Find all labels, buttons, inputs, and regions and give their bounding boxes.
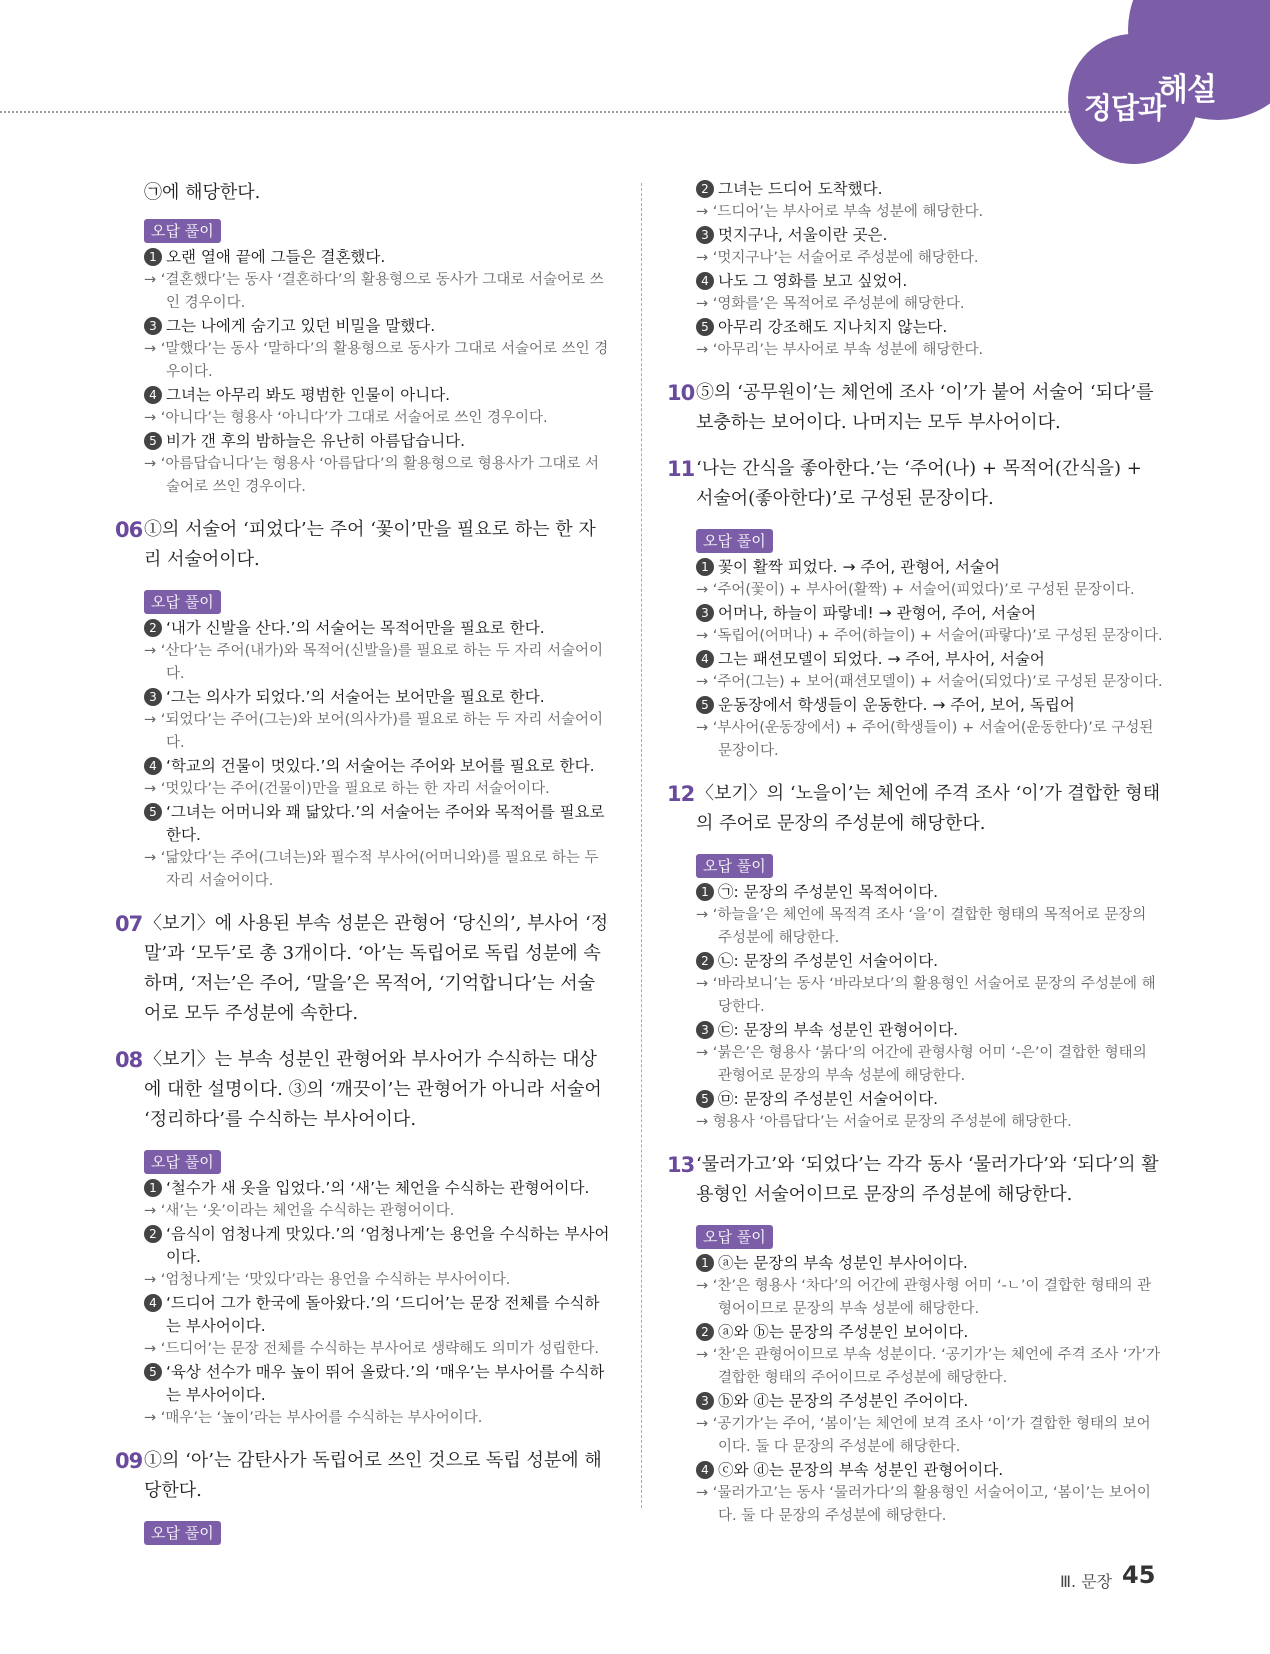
wrong-answer-choice [696,316,1164,339]
choice-explanation: → ‘부사어(운동장에서) + 주어(학생들이) + 서술어(운동한다)’로 구성된 문장이다. [696,720,1154,759]
question-09 [115,1446,612,1506]
header-label-explanation: 해설 [1158,72,1216,108]
choice-explanation: → ‘주어(꽃이) + 부사어(활짝) + 서술어(피었다)’로 구성된 문장이다. [696,582,1135,598]
choice-text: ㉤: 문장의 주성분인 서술어이다. [718,1090,939,1108]
choice-number-badge: 5 [144,803,162,821]
choice-number-badge: 2 [144,1225,162,1243]
choice-explanation: → ‘영화를’은 목적어로 주성분에 해당한다. [696,296,965,312]
choice-number-badge: 3 [144,317,162,335]
choice-text: ‘드디어 그가 한국에 돌아왔다.’의 ‘드디어’는 문장 전체를 수식하는 부사어이다. [166,1294,600,1335]
choice-explanation: → ‘산다’는 주어(내가)와 목적어(신발을)를 필요로 하는 두 자리 서술어이다. [144,643,604,682]
question-06 [115,515,612,575]
choice-number-badge: 5 [144,1363,162,1381]
wrong-answer-choice [144,686,612,709]
choice-text: 운동장에서 학생들이 운동한다. → 주어, 보어, 독립어 [718,696,1075,714]
choice-explanation: → ‘멋있다’는 주어(건물이)만을 필요로 하는 한 자리 서술어이다. [144,781,550,797]
wrong-answer-list [696,1252,1164,1528]
chapter-label: Ⅲ. 문장 [1060,1572,1113,1591]
choice-explanation: → ‘아무리’는 부사어로 부속 성분에 해당한다. [696,342,984,358]
question-07 [115,909,612,1029]
wrong-answer-choice [696,1321,1164,1344]
choice-explanation: → ‘바라보니’는 동사 ‘바라보다’의 활용형인 서술어로 문장의 주성분에 해당한다. [696,976,1156,1015]
choice-text: ‘그녀는 어머니와 꽤 닮았다.’의 서술어는 주어와 목적어를 필요로 한다. [166,803,605,844]
choice-text: ‘음식이 엄청나게 맛있다.’의 ‘엄청나게’는 용언을 수식하는 부사어이다. [166,1225,610,1266]
choice-explanation: → ‘주어(그는) + 보어(패션모델이) + 서술어(되었다)’로 구성된 문장이다. [696,674,1163,690]
choice-explanation: → ‘멋지구나’는 서술어로 주성분에 해당한다. [696,250,979,266]
wrong-answer-choice [696,881,1164,904]
choice-text: 아무리 강조해도 지나치지 않는다. [718,318,948,336]
choice-explanation: → ‘물러가고’는 동사 ‘물러가다’의 활용형인 서술어이고, ‘봄이’는 보어이다. 둘 다 문장의 주성분에 해당한다. [696,1485,1151,1524]
choice-text: ‘철수가 새 옷을 입었다.’의 ‘새’는 체언을 수식하는 관형어이다. [166,1179,590,1197]
choice-number-badge: 5 [696,1090,714,1108]
wrong-answer-choice [696,950,1164,973]
wrong-answer-tag: 오답 풀이 [144,1150,221,1174]
choice-text: ⓐ와 ⓑ는 문장의 주성분인 보어이다. [718,1323,969,1341]
choice-explanation: → ‘찬’은 관형어이므로 부속 성분이다. ‘공기가’는 체언에 주격 조사 ‘가’가 결합한 형태의 주어이므로 주성분에 해당한다. [696,1347,1161,1386]
choice-number-badge: 3 [696,226,714,244]
choice-text: ㉡: 문장의 주성분인 서술어이다. [718,952,939,970]
choice-explanation: → 형용사 ‘아름답다’는 서술어로 문장의 주성분에 해당한다. [696,1114,1072,1130]
wrong-answer-choice [696,648,1164,671]
choice-explanation: → ‘아니다’는 형용사 ‘아니다’가 그대로 서술어로 쓰인 경우이다. [144,410,548,426]
wrong-answer-choice [696,178,1164,201]
question-number: 07 [115,912,143,936]
choice-text: 멋지구나, 서울이란 곳은. [718,226,888,244]
wrong-answer-choice [696,694,1164,717]
wrong-answer-tag: 오답 풀이 [696,1225,773,1249]
choice-number-badge: 4 [696,1461,714,1479]
question-explanation: 〈보기〉의 ‘노을이’는 체언에 주격 조사 ‘이’가 결합한 형태의 주어로 문장의 주성분에 해당한다. [696,783,1161,834]
question-12 [667,779,1164,839]
wrong-answer-choice [696,1252,1164,1275]
choice-number-badge: 4 [144,1294,162,1312]
choice-number-badge: 4 [696,272,714,290]
left-column [115,178,612,1548]
question-13 [667,1150,1164,1210]
question-number: 11 [667,457,695,481]
question-number: 10 [667,381,695,405]
question-number: 13 [667,1153,695,1177]
choice-number-badge: 1 [144,1179,162,1197]
wrong-answer-tag: 오답 풀이 [144,219,221,243]
question-number: 08 [115,1048,143,1072]
question-explanation: ‘물러가고’와 ‘되었다’는 각각 동사 ‘물러가다’와 ‘되다’의 활용형인 서술어이므로 문장의 주성분에 해당한다. [696,1154,1159,1205]
choice-number-badge: 4 [144,757,162,775]
page-number: 45 [1122,1561,1156,1589]
choice-explanation: → ‘매우’는 ‘높이’라는 부사어를 수식하는 부사어이다. [144,1410,483,1426]
wrong-answer-tag: 오답 풀이 [144,590,221,614]
wrong-answer-choice [696,1459,1164,1482]
choice-text: 그는 나에게 숨기고 있던 비밀을 말했다. [166,317,436,335]
question-number: 06 [115,518,143,542]
question-explanation: ⑤의 ‘공무원이’는 체언에 조사 ‘이’가 붙어 서술어 ‘되다’를 보충하는 보어이다. 나머지는 모두 부사어이다. [696,382,1154,433]
choice-text: 그는 패션모델이 되었다. → 주어, 부사어, 서술어 [718,650,1045,668]
choice-number-badge: 4 [696,650,714,668]
choice-explanation: → ‘닮았다’는 주어(그녀는)와 필수적 부사어(어머니와)를 필요로 하는 두 자리 서술어이다. [144,850,599,889]
choice-number-badge: 2 [696,180,714,198]
question-explanation: ①의 ‘아’는 감탄사가 독립어로 쓰인 것으로 독립 성분에 해당한다. [144,1450,602,1501]
choice-number-badge: 1 [696,558,714,576]
wrong-answer-list [144,246,612,499]
wrong-answer-choice [144,755,612,778]
choice-number-badge: 3 [696,604,714,622]
wrong-answer-choice [144,1223,612,1269]
choice-number-badge: 3 [696,1392,714,1410]
wrong-answer-list [696,881,1164,1134]
choice-text: 오랜 열애 끝에 그들은 결혼했다. [166,248,386,266]
header-dotted-rule [0,111,1090,113]
wrong-answer-choice [696,270,1164,293]
right-column [667,178,1164,1528]
choice-text: 꽃이 활짝 피었다. → 주어, 관형어, 서술어 [718,558,1000,576]
choice-text: ⓐ는 문장의 부속 성분인 부사어이다. [718,1254,968,1272]
wrong-answer-list [696,178,1164,362]
choice-text: 그녀는 드디어 도착했다. [718,180,883,198]
wrong-answer-tag: 오답 풀이 [144,1521,221,1545]
choice-number-badge: 3 [144,688,162,706]
choice-number-badge: 1 [696,883,714,901]
choice-explanation: → ‘말했다’는 동사 ‘말하다’의 활용형으로 동사가 그대로 서술어로 쓰인 경우이다. [144,341,609,380]
choice-text: 그녀는 아무리 봐도 평범한 인물이 아니다. [166,386,451,404]
choice-text: 어머나, 하늘이 파랗네! → 관형어, 주어, 서술어 [718,604,1037,622]
wrong-answer-tag: 오답 풀이 [696,854,773,878]
wrong-answer-choice [696,224,1164,247]
choice-text: ‘학교의 건물이 멋있다.’의 서술어는 주어와 보어를 필요로 한다. [166,757,595,775]
choice-number-badge: 5 [696,696,714,714]
column-divider [641,183,642,1508]
choice-explanation: → ‘독립어(어머나) + 주어(하늘이) + 서술어(파랗다)’로 구성된 문장이다. [696,628,1163,644]
choice-text: ⓒ와 ⓓ는 문장의 부속 성분인 관형어이다. [718,1461,1004,1479]
choice-number-badge: 1 [696,1254,714,1272]
choice-explanation: → ‘아름답습니다’는 형용사 ‘아름답다’의 활용형으로 형용사가 그대로 서술어로 쓰인 경우이다. [144,456,600,495]
continuation-text: ㉠에 해당한다. [144,182,261,203]
choice-explanation: → ‘엄청나게’는 ‘맛있다’라는 용언을 수식하는 부사어이다. [144,1272,511,1288]
choice-number-badge: 1 [144,248,162,266]
question-explanation: 〈보기〉는 부속 성분인 관형어와 부사어가 수식하는 대상에 대한 설명이다. ③의 ‘깨끗이’는 관형어가 아니라 서술어 ‘정리하다’를 수식하는 부사어이다. [144,1049,602,1130]
choice-number-badge: 2 [696,1323,714,1341]
choice-explanation: → ‘결혼했다’는 동사 ‘결혼하다’의 활용형으로 동사가 그대로 서술어로 쓰인 경우이다. [144,272,604,311]
choice-explanation: → ‘드디어’는 문장 전체를 수식하는 부사어로 생략해도 의미가 성립한다. [144,1341,600,1357]
wrong-answer-choice [144,1292,612,1338]
question-08 [115,1045,612,1135]
choice-explanation: → ‘하늘을’은 체언에 목적격 조사 ‘을’이 결합한 형태의 목적어로 문장의 주성분에 해당한다. [696,907,1147,946]
wrong-answer-list [696,556,1164,763]
choice-explanation: → ‘찬’은 형용사 ‘차다’의 어간에 관형사형 어미 ‘-ㄴ’이 결합한 형태의 관형어이므로 문장의 부속 성분에 해당한다. [696,1278,1152,1317]
choice-text: ⓑ와 ⓓ는 문장의 주성분인 주어이다. [718,1392,969,1410]
wrong-answer-choice [696,1019,1164,1042]
wrong-answer-choice [144,246,612,269]
choice-explanation: → ‘되었다’는 주어(그는)와 보어(의사가)를 필요로 하는 두 자리 서술어이다. [144,712,604,751]
choice-text: ‘육상 선수가 매우 높이 뛰어 올랐다.’의 ‘매우’는 부사어를 수식하는 부사어이다. [166,1363,605,1404]
choice-number-badge: 5 [144,432,162,450]
choice-text: 나도 그 영화를 보고 싶었어. [718,272,908,290]
wrong-answer-choice [696,556,1164,579]
choice-text: ‘내가 신발을 산다.’의 서술어는 목적어만을 필요로 한다. [166,619,545,637]
wrong-answer-list [144,1177,612,1430]
choice-number-badge: 2 [696,952,714,970]
wrong-answer-choice [144,617,612,640]
question-explanation: 〈보기〉에 사용된 부속 성분은 관형어 ‘당신의’, 부사어 ‘정말’과 ‘모두’로 총 3개이다. ‘아’는 독립어로 독립 성분에 속하며, ‘저는’은 주어, ‘말을’은 목적어, ‘기억합니다’는 서술어로 모두 주성분에 속한다. [144,913,609,1024]
wrong-answer-choice [144,1361,612,1407]
wrong-answer-choice [696,602,1164,625]
wrong-answer-choice [144,430,612,453]
question-number: 12 [667,782,695,806]
wrong-answer-choice [144,315,612,338]
question-11 [667,454,1164,514]
wrong-answer-choice [696,1390,1164,1413]
choice-explanation: → ‘드디어’는 부사어로 부속 성분에 해당한다. [696,204,984,220]
wrong-answer-choice [696,1088,1164,1111]
wrong-answer-choice [144,384,612,407]
wrong-answer-tag: 오답 풀이 [696,529,773,553]
choice-number-badge: 3 [696,1021,714,1039]
choice-text: ㉢: 문장의 부속 성분인 관형어이다. [718,1021,959,1039]
question-explanation: ①의 서술어 ‘피었다’는 주어 ‘꽃이’만을 필요로 하는 한 자리 서술어이다. [144,519,596,570]
choice-explanation: → ‘붉은’은 형용사 ‘붉다’의 어간에 관형사형 어미 ‘-은’이 결합한 형태의 관형어로 문장의 부속 성분에 해당한다. [696,1045,1147,1084]
question-10 [667,378,1164,438]
wrong-answer-choice [144,801,612,847]
question-explanation: ‘나는 간식을 좋아한다.’는 ‘주어(나) + 목적어(간식을) + 서술어(좋아한다)’로 구성된 문장이다. [696,458,1142,509]
choice-number-badge: 5 [696,318,714,336]
header-label-answers: 정답과 [1084,91,1166,125]
choice-text: 비가 갠 후의 밤하늘은 유난히 아름답습니다. [166,432,466,450]
question-number: 09 [115,1449,143,1473]
wrong-answer-list [144,617,612,893]
wrong-answer-choice [144,1177,612,1200]
choice-number-badge: 2 [144,619,162,637]
choice-explanation: → ‘공기가’는 주어, ‘봄이’는 체언에 보격 조사 ‘이’가 결합한 형태의 보어이다. 둘 다 문장의 주성분에 해당한다. [696,1416,1151,1455]
choice-number-badge: 4 [144,386,162,404]
choice-text: ㉠: 문장의 주성분인 목적어이다. [718,883,939,901]
choice-explanation: → ‘새’는 ‘옷’이라는 체언을 수식하는 관형어이다. [144,1203,455,1219]
choice-text: ‘그는 의사가 되었다.’의 서술어는 보어만을 필요로 한다. [166,688,545,706]
